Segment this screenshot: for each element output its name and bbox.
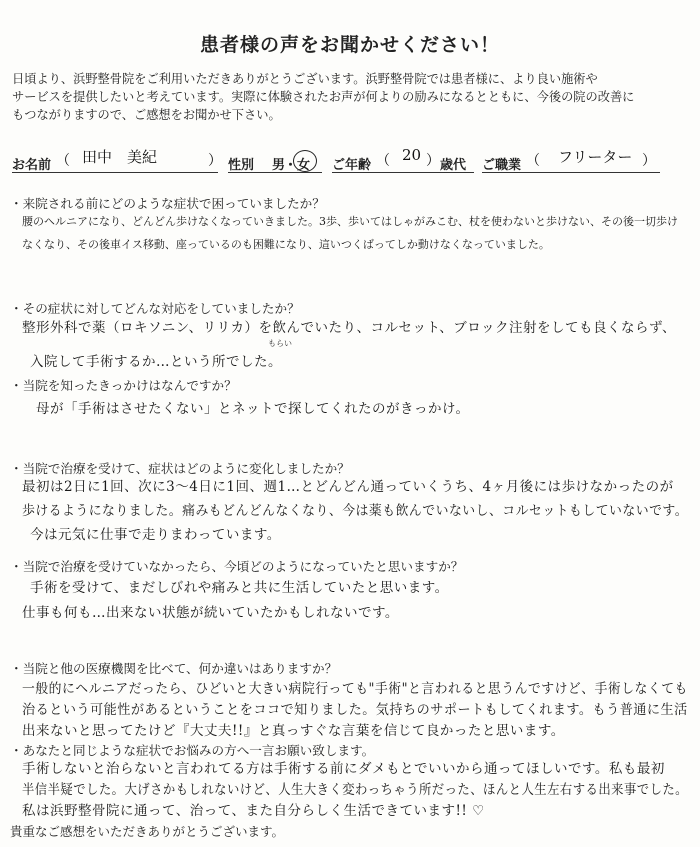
job-close-paren: ） xyxy=(642,153,656,169)
question-how-found: ・当院を知ったきっかけはなんですか？ xyxy=(10,378,237,393)
answer-line: 母が「手術はさせたくない」とネットで探してくれたのがきっかけ。 xyxy=(36,401,470,417)
answer-line: 腰のヘルニアになり、どんどん歩けなくなっていきました。3歩、歩いてはしゃがみこむ、杖を使わないと歩けない、その後一切歩け xyxy=(22,215,678,228)
sex-selected-circle xyxy=(293,150,317,172)
answer-line: 仕事も何も…出来ない状態が続いていたかもしれないです。 xyxy=(22,605,399,621)
answer-line: 整形外科で薬（ロキソニン、リリカ）を飲んでいたり、コルセット、ブロック注射をしても良くならず、 xyxy=(22,320,676,336)
sex-separator: ・ xyxy=(284,158,298,173)
question-message-to-others: ・あなたと同じような症状でお悩みの方へ一言お願い致します。 xyxy=(10,743,375,758)
answer-line: 出来ないと思ってたけど『大丈夫!!』と真っすぐな言葉を信じて良かったと思います。 xyxy=(22,723,565,739)
name-label: お名前 xyxy=(12,158,52,173)
question-without-treatment: ・当院で治療を受けていなかったら、今頃どのようになっていたと思いますか？ xyxy=(10,559,464,574)
answer-line: なくなり、その後車イス移動、座っているのも困難になり、這いつくばってしか動けなくなっていました。 xyxy=(22,238,550,251)
answer-line: 最初は2日に1回、次に3〜4日に1回、週1…とどんどん通っていくうち、4ヶ月後には歩けなかったのが xyxy=(22,479,674,495)
age-underline xyxy=(332,172,474,173)
job-label: ご職業 xyxy=(482,158,522,173)
answer-line: 一般的にヘルニアだったら、ひどいと大きい病院行っても"手術"と言われると思うんですけど、手術しなくても xyxy=(22,681,688,697)
job-open-paren: （ xyxy=(526,153,540,169)
question-compare-clinics: ・当院と他の医療機関を比べて、何か違いはありますか？ xyxy=(10,661,338,676)
answer-line: 入院して手術するか…という所でした。 xyxy=(30,354,282,370)
closing-message: 貴重なご感想をいただきありがとうございます。 xyxy=(10,824,285,839)
answer-line: 今は元気に仕事で走りまわっています。 xyxy=(30,527,281,543)
profile-row xyxy=(12,146,692,174)
age-close-paren: ） xyxy=(426,153,440,169)
age-suffix: 歳代 xyxy=(440,158,467,173)
answer-line: 半信半疑でした。大げさかもしれないけど、人生大きく変わっちゃう所だった、ほんと人生左右する出来事でした。 xyxy=(22,782,689,798)
handwritten-insert-note: もらい xyxy=(268,339,292,348)
intro-line: サービスを提供したいと考えています。実際に体験されたお声が何よりの励みになるとともに、今後の院の改善に xyxy=(12,90,635,104)
sex-underline xyxy=(228,172,322,173)
name-value: 田中 美紀 xyxy=(82,148,158,166)
answer-line: 私は浜野整骨院に通って、治って、また自分らしく生活できています!! ♡ xyxy=(22,803,485,819)
intro-text xyxy=(12,70,692,124)
question-previous-treatment: ・その症状に対してどんな対応をしていましたか？ xyxy=(10,301,300,316)
name-close-paren: ） xyxy=(208,153,222,169)
question-symptom-change: ・当院で治療を受けて、症状はどのように変化しましたか？ xyxy=(10,461,350,476)
sex-male: 男 xyxy=(272,158,286,173)
name-underline xyxy=(12,172,218,173)
job-underline xyxy=(482,172,660,173)
age-value: 20 xyxy=(402,146,422,164)
name-open-paren: （ xyxy=(56,153,70,169)
answer-line: 手術しないと治らないと言われてる方は手術する前にダメもとでいいから通ってほしいです。私も最初 xyxy=(22,761,665,777)
page-title: 患者様の声をお聞かせください！ xyxy=(199,34,500,56)
age-label: ご年齢 xyxy=(332,158,372,173)
job-value: フリーター xyxy=(558,148,633,166)
intro-line: 日頃より、浜野整骨院をご利用いただきありがとうございます。浜野整骨院では患者様に、より良い施術や xyxy=(12,72,598,86)
sex-female: 女 xyxy=(297,158,311,173)
age-open-paren: （ xyxy=(376,153,390,169)
answer-line: 手術を受けて、まだしびれや痛みと共に生活していたと思います。 xyxy=(30,580,449,596)
sex-label: 性別 xyxy=(228,158,255,173)
answer-line: 治るという可能性があるということをココで知りました。気持ちのサポートもしてくれます。もう普通に生活 xyxy=(22,702,688,718)
answer-line: 歩けるようになりました。痛みもどんどんなくなり、今は薬も飲んでいないし、コルセットもしていないです。 xyxy=(22,503,689,519)
intro-line: もつながりますので、ご感想をお聞かせ下さい。 xyxy=(12,108,281,122)
question-symptoms-before: ・来院される前にどのような症状で困っていましたか？ xyxy=(10,196,325,211)
